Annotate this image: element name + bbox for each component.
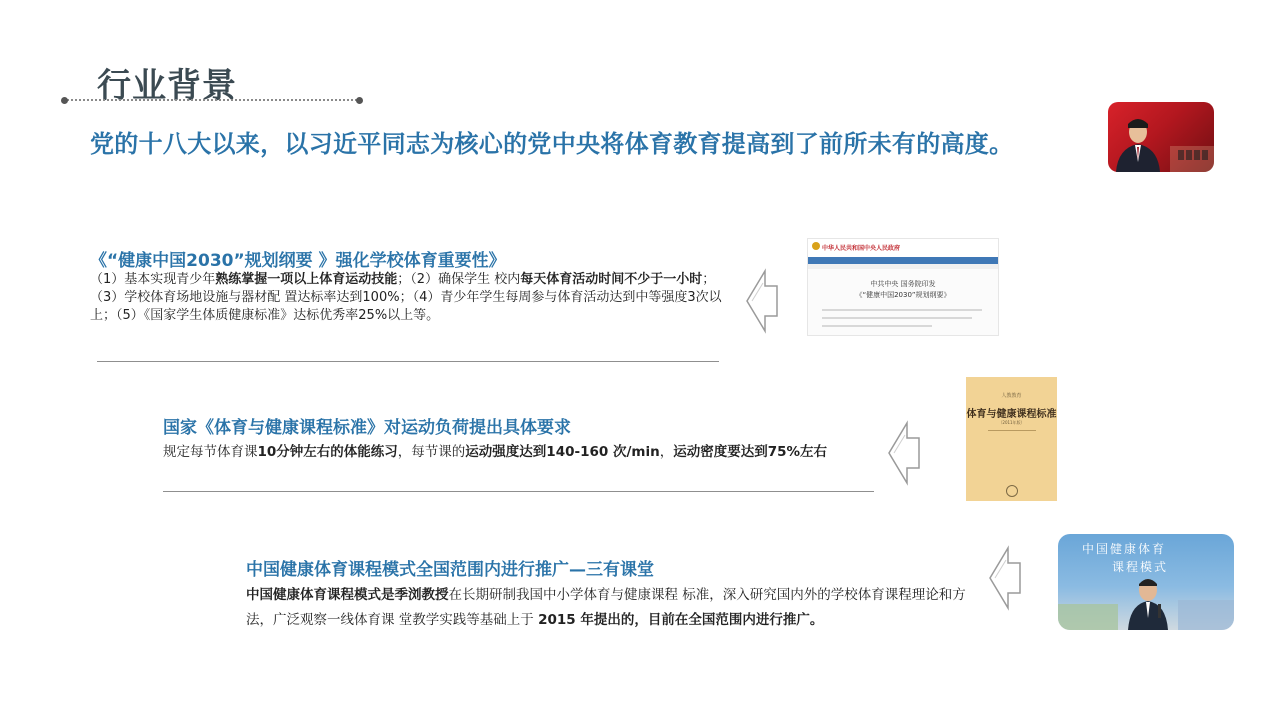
hollow-left-arrow-icon [745, 268, 779, 334]
document-subnav [808, 264, 998, 269]
section-title-curriculum-standard: 国家《体育与健康课程标准》对运动负荷提出具体要求 [163, 418, 571, 438]
leader-photo [1108, 102, 1214, 172]
text-run-bold: 2015 年提出的 [538, 612, 635, 628]
document-header [808, 239, 998, 257]
text-run-bold: 中国健康体育课程模式是季浏教授 [246, 587, 449, 603]
document-heading: 中共中央 国务院印发 [870, 280, 936, 288]
text-run: ， [659, 444, 674, 460]
text-run-bold: 运动密度要达到75%左右 [673, 444, 828, 460]
text-run-bold: 目前在全国范围内进行推广。 [647, 612, 824, 628]
text-run: 规定每节体育课 [163, 444, 258, 460]
text-run: 在长期研制我国中小学体育与健康课程 标准，深入研究国内外的学校体育课程理论和方法，广泛观察一线体育课 堂教学实践等基础上于 [246, 587, 966, 628]
section-title-health-china-2030: 《“健康中国2030”规划纲要 》强化学校体育重要性》 [90, 251, 506, 271]
divider-dot-left [61, 97, 68, 104]
text-run-bold: 每天体育活动时间不少于一小时 [520, 272, 703, 287]
document-text-line [822, 317, 972, 319]
document-subheading: 《“健康中国2030”规划纲要》 [855, 291, 951, 299]
emblem-icon [812, 242, 820, 250]
text-run-bold: ， [634, 612, 648, 628]
banner-text: 课程模式 [1112, 560, 1169, 574]
section-title-course-model: 中国健康体育课程模式全国范围内进行推广—三有课堂 [246, 560, 654, 580]
section-body-health-china-2030 [90, 271, 722, 325]
page-title: 行业背景 [97, 66, 237, 106]
text-run: （1）基本实现青少年 [90, 272, 216, 287]
section-body-curriculum-standard [163, 443, 883, 461]
text-run: ；（2）确保学生 校内 [397, 272, 521, 287]
book-title: 体育与健康课程标准 [966, 409, 1057, 420]
hollow-left-arrow-icon [988, 545, 1022, 611]
book-rule [988, 430, 1036, 431]
publisher-logo-icon [1006, 485, 1018, 497]
book-publisher: 人教教育 [1001, 393, 1022, 399]
section-divider [163, 491, 874, 492]
text-run-bold: 运动强度达到140-160 次/min [465, 444, 660, 460]
section-divider [97, 361, 719, 362]
book-subtitle: （2011年版） [998, 420, 1025, 425]
text-run-bold: 10分钟左右的体能练习 [257, 444, 398, 460]
document-text-line [822, 325, 932, 327]
speaker-photo [1058, 534, 1234, 630]
banner-text: 中国健康体育 [1082, 542, 1167, 556]
text-run: ，每节课的 [397, 444, 466, 460]
document-nav-bar [808, 257, 998, 264]
divider-dot-right [356, 97, 363, 104]
curriculum-book-cover [966, 377, 1057, 501]
section-body-course-model [246, 583, 976, 633]
site-name: 中华人民共和国中央人民政府 [822, 245, 901, 252]
text-run-bold: 熟练掌握一项以上体育运动技能 [215, 272, 398, 287]
headline: 党的十八大以来，以习近平同志为核心的党中央将体育教育提高到了前所未有的高度。 [90, 130, 1014, 158]
policy-document-thumbnail [807, 238, 999, 336]
text-run: ；（3）学校体育场地设施与器材配 置达标率达到100%；（4）青少年学生每周参与体育活动达到中等强度3次以上；（5）《国家学生体质健康标准》达标优秀率25%以上等。 [90, 272, 722, 323]
title-divider [64, 99, 360, 101]
document-text-line [822, 309, 982, 311]
hollow-left-arrow-icon [887, 420, 921, 486]
